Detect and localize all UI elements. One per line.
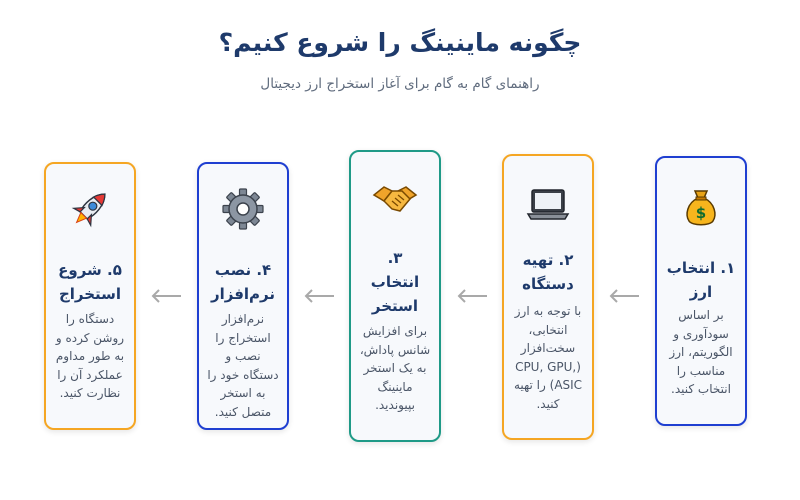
page-title: چگونه ماینینگ را شروع کنیم؟ [218,28,582,57]
arrow-left-icon [608,289,640,303]
step-card-2 [502,154,594,440]
money-bag-icon [657,184,745,230]
step-card-1 [655,156,747,426]
step-card-4 [197,162,289,430]
step-title-4: ۴. نصب نرم‌افزار [210,261,276,303]
laptop-icon [504,182,592,228]
arrow-left-icon [456,289,488,303]
step-desc-5: دستگاه را روشن کرده و به طور مداوم عملکرد آن را نظارت کنید. [55,312,125,401]
step-title-1: ۱. انتخاب ارز [666,259,736,301]
step-desc-1: بر اساس سودآوری و الگوریتم، ارز مناسب را انتخاب کنید. [669,308,733,397]
step-desc-2: با توجه به ارز انتخابی، سخت‌افزار (CPU, GPU, ASIC) را تهیه کنید. [513,304,583,411]
handshake-icon [351,176,439,222]
step-title-5: ۵. شروع استخراج [58,261,122,303]
step-desc-3: برای افزایش شانس پاداش، به یک استخر ماینینگ بپیوندید. [359,324,431,413]
step-desc-4: نرم‌افزار استخراج را نصب و دستگاه خود را به استخر متصل کنید. [207,312,279,419]
svg-text:$: $ [695,204,707,222]
step-title-3: ۳. انتخاب استخر [370,249,420,315]
page-subtitle: راهنمای گام به گام برای آغاز استخراج ارز دیجیتال [260,76,540,92]
step-card-5 [44,162,136,430]
arrow-left-icon [150,289,182,303]
arrow-left-icon [303,289,335,303]
step-card-3 [349,150,441,442]
gear-icon [199,186,287,232]
rocket-icon [46,186,134,232]
step-title-2: ۲. تهیه دستگاه [522,251,574,293]
